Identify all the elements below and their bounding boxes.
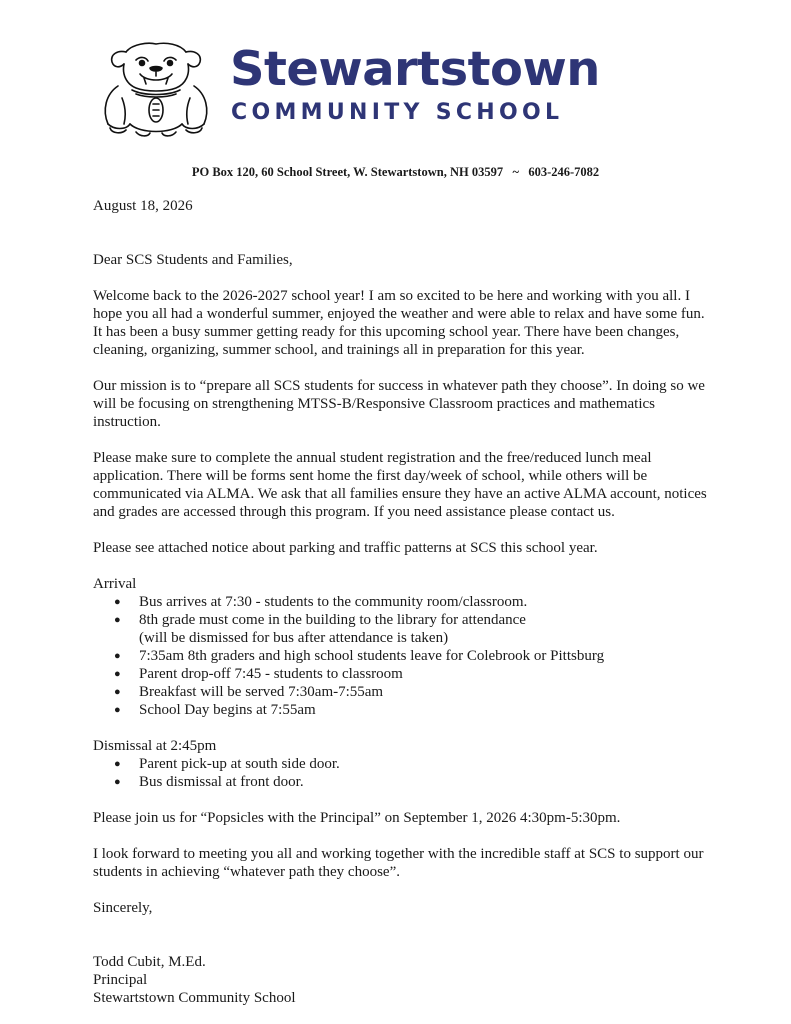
signer-title: Principal bbox=[93, 972, 148, 988]
school-subtitle: COMMUNITY SCHOOL bbox=[231, 100, 564, 125]
signer-school: Stewartstown Community School bbox=[93, 990, 296, 1006]
signer-name: Todd Cubit, M.Ed. bbox=[93, 954, 206, 970]
paragraph-closing-remarks: I look forward to meeting you all and working together with the incredible staff at SCS to support our students in achieving “whatever path they choose”. bbox=[93, 846, 704, 880]
dismissal-heading: Dismissal at 2:45pm bbox=[93, 738, 217, 754]
closing: Sincerely, bbox=[93, 900, 153, 916]
paragraph-popsicles: Please join us for “Popsicles with the Principal” on September 1, 2026 4:30pm-5:30pm. bbox=[93, 810, 621, 826]
bulldog-mascot-icon bbox=[96, 38, 214, 138]
list-item: ● Parent pick-up at south side door. bbox=[93, 755, 708, 773]
list-item: ● Bus arrives at 7:30 - students to the community room/classroom. bbox=[93, 593, 708, 611]
salutation: Dear SCS Students and Families, bbox=[93, 252, 293, 268]
letterhead bbox=[96, 38, 616, 148]
arrival-heading: Arrival bbox=[93, 576, 137, 592]
arrival-list bbox=[93, 593, 708, 719]
paragraph-parking: Please see attached notice about parking and traffic patterns at SCS this school year. bbox=[93, 540, 598, 556]
paragraph-welcome: Welcome back to the 2026-2027 school year! I am so excited to be here and working with you all. I hope you all had a wonderful summer, enjoyed the weather and were able to relax and have some fun. It has been a busy summer getting ready for this upcoming school year. There have been changes, cleaning, organizing, summer school, and trainings all in preparation for this year. bbox=[93, 288, 705, 358]
school-address: PO Box 120, 60 School Street, W. Stewartstown, NH 03597 ~ 603-246-7082 bbox=[191, 165, 600, 179]
list-item: ● School Day begins at 7:55am bbox=[93, 701, 708, 719]
list-item-note: (will be dismissed for bus after attendance is taken) bbox=[139, 630, 449, 646]
letter-body bbox=[93, 197, 708, 1007]
letter-date: August 18, 2026 bbox=[93, 198, 193, 214]
school-name: Stewartstown bbox=[230, 42, 600, 97]
list-item: ● Breakfast will be served 7:30am-7:55am bbox=[93, 683, 708, 701]
paragraph-mission: Our mission is to “prepare all SCS students for success in whatever path they choose”. In doing so we will be focusing on strengthening MTSS-B/Responsive Classroom practices and mathematics instruction. bbox=[93, 378, 705, 430]
dismissal-list bbox=[93, 755, 708, 791]
list-item: ● 7:35am 8th graders and high school students leave for Colebrook or Pittsburg bbox=[93, 647, 708, 665]
list-item: ● Bus dismissal at front door. bbox=[93, 773, 708, 791]
list-item: ● Parent drop-off 7:45 - students to classroom bbox=[93, 665, 708, 683]
list-item-text: 8th grade must come in the building to the library for attendance bbox=[139, 612, 526, 628]
paragraph-registration: Please make sure to complete the annual student registration and the free/reduced lunch meal application. There will be forms sent home the first day/week of school, while others will be communicated via ALMA. We ask that all families ensure they have an active ALMA account, notices and grades are accessed through this program. If you need assistance please contact us. bbox=[93, 450, 707, 520]
list-item bbox=[93, 611, 708, 647]
